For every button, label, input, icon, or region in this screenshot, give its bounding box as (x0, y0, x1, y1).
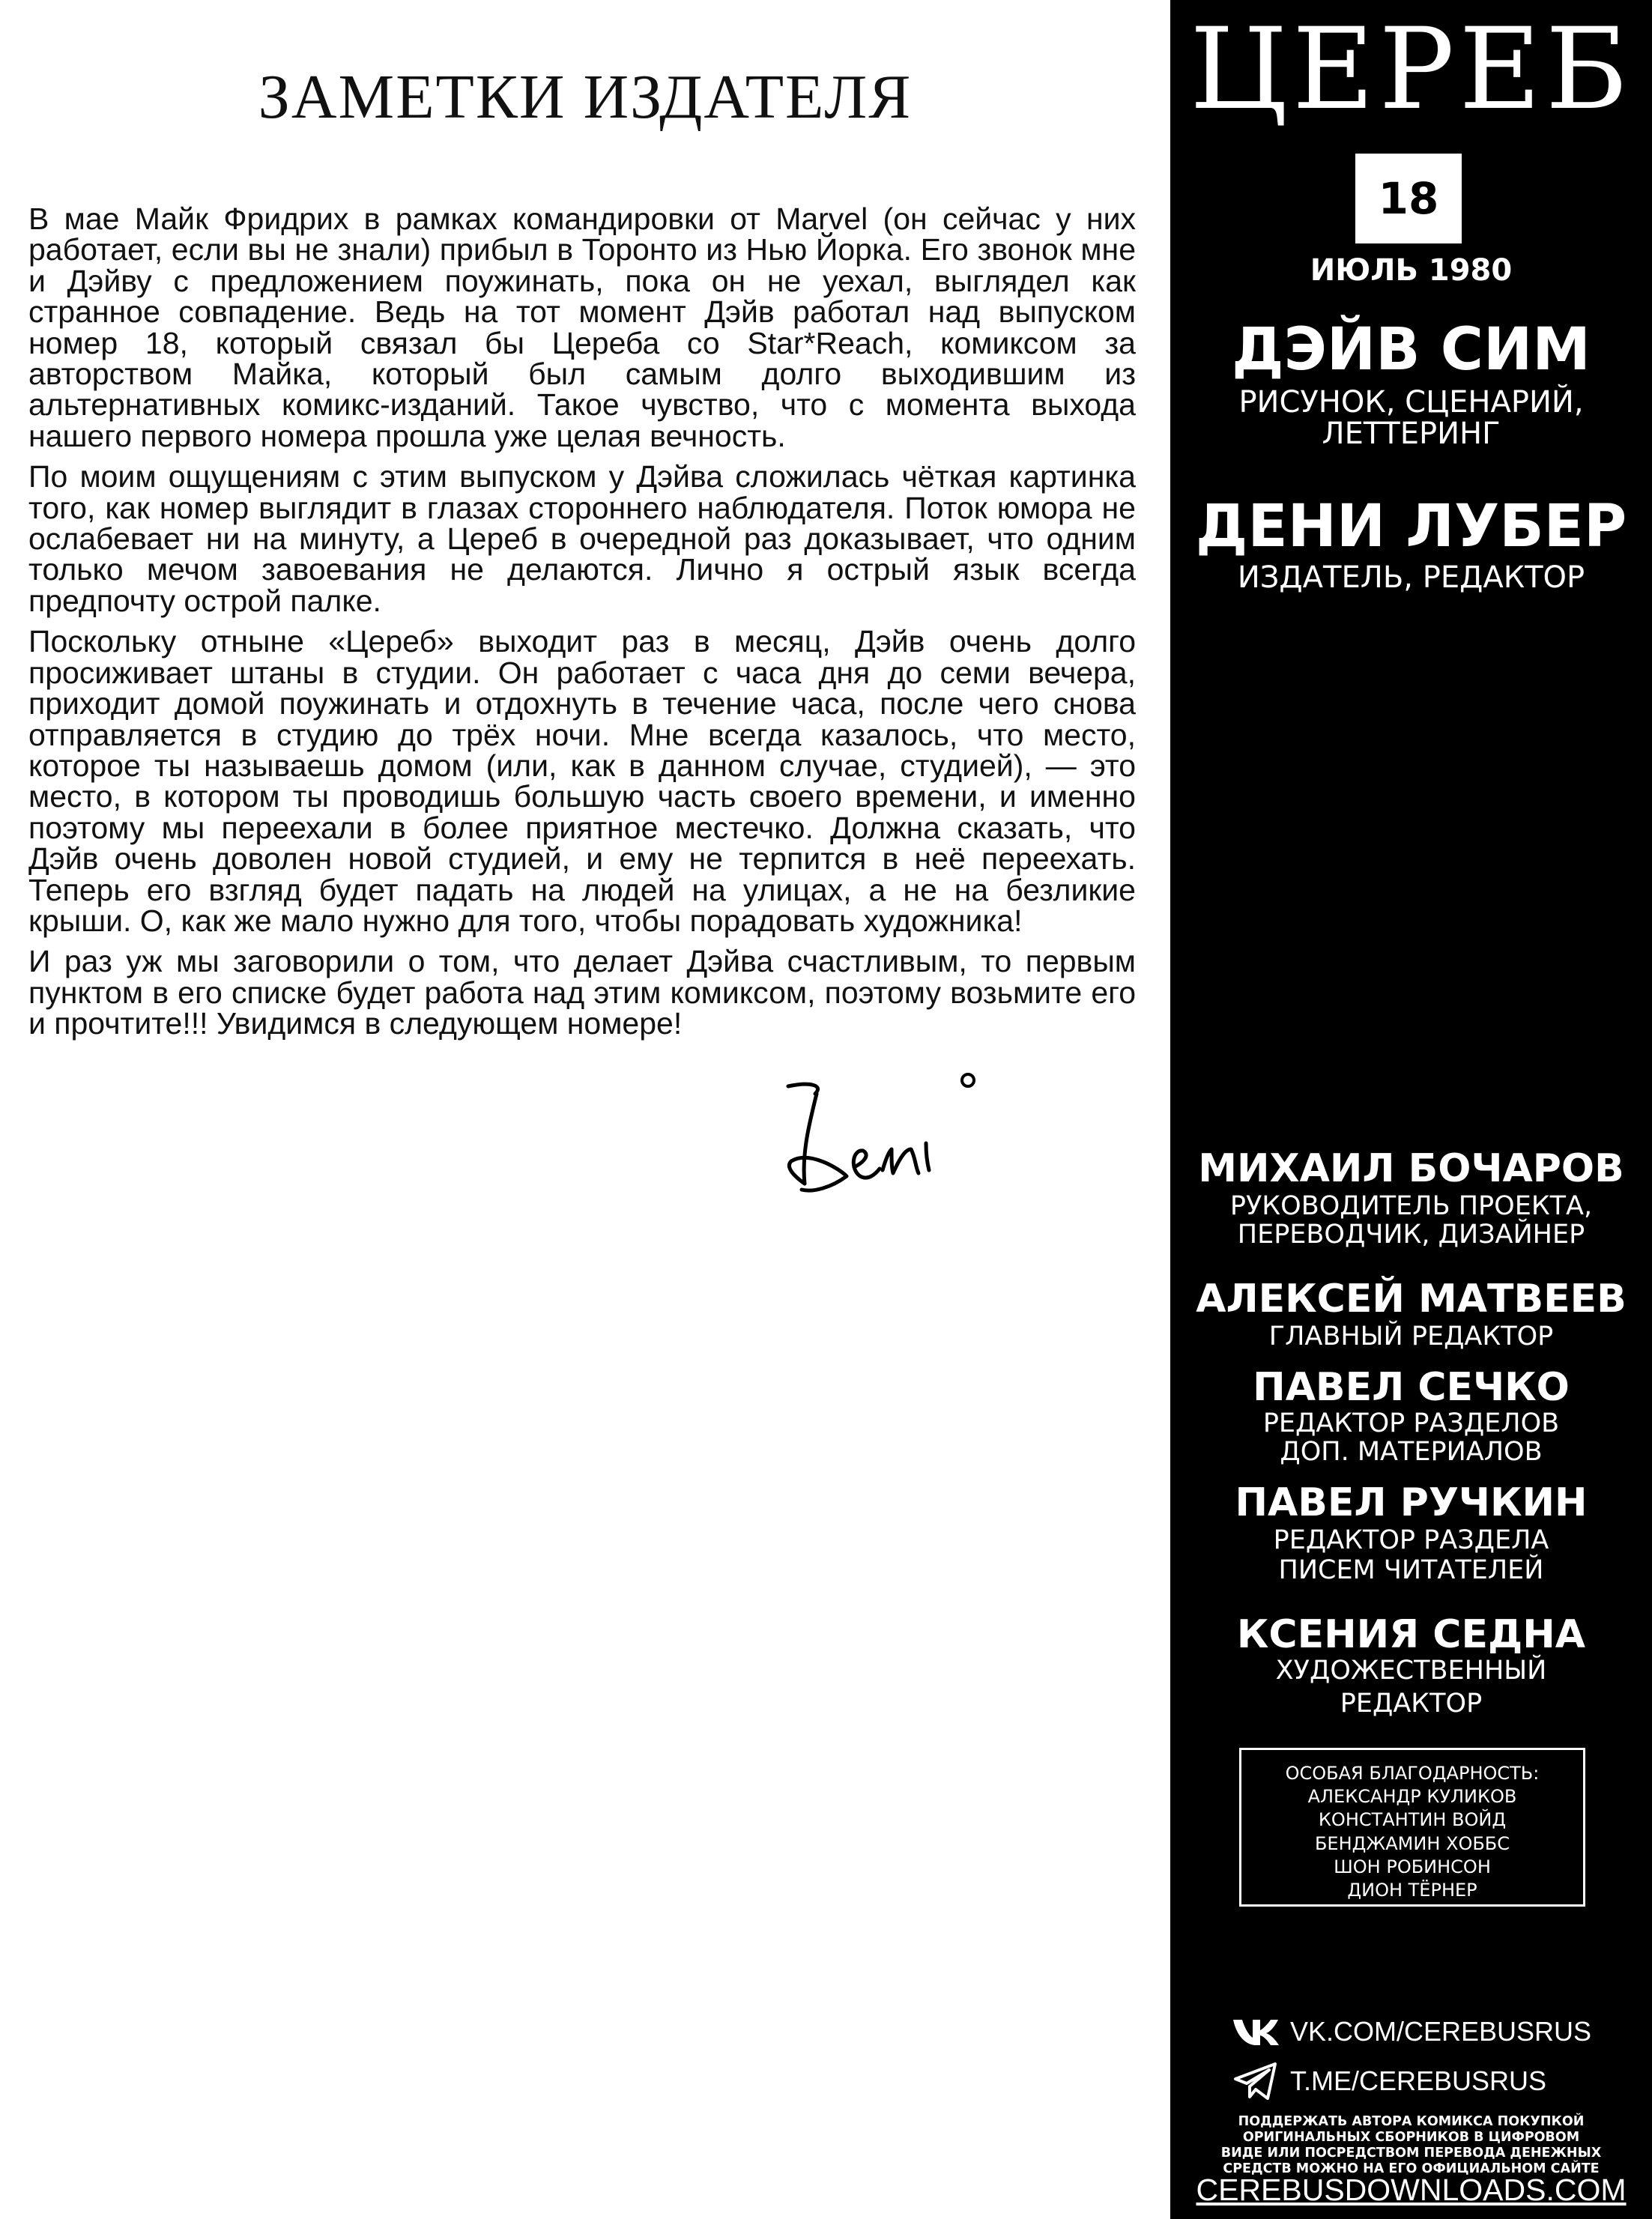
credit-role: ПЕРЕВОДЧИК, ДИЗАЙНЕР (1237, 1220, 1585, 1250)
thanks-name: ШОН РОБИНСОН (1334, 1856, 1491, 1877)
cerebus-logo: ЦЕРЕБ (1190, 4, 1633, 135)
credit-name: МИХАИЛ БОЧАРОВ (1198, 1146, 1624, 1191)
credit-name: ДЕНИ ЛУБЕР (1195, 493, 1627, 560)
credit-name: ПАВЕЛ РУЧКИН (1235, 1480, 1588, 1525)
credit-name: КСЕНИЯ СЕДНА (1236, 1612, 1586, 1657)
thanks-name: КОНСТАНТИН ВОЙД (1318, 1809, 1507, 1831)
credit-role: ЛЕТТЕРИНГ (1322, 417, 1501, 451)
telegram-link[interactable] (1232, 2060, 1546, 2102)
credit-role: ИЗДАТЕЛЬ, РЕДАКТОР (1237, 560, 1585, 595)
support-line: ОРИГИНАЛЬНЫХ СБОРНИКОВ В ЦИФРОВОМ (1242, 2130, 1580, 2145)
vk-icon (1232, 2012, 1280, 2051)
credit-name: АЛЕКСЕЙ МАТВЕЕВ (1196, 1277, 1627, 1322)
credit-role: РЕДАКТОР РАЗДЕЛОВ (1262, 1408, 1560, 1438)
thanks-heading: ОСОБАЯ БЛАГОДАРНОСТЬ: (1285, 1763, 1540, 1784)
vk-link[interactable] (1232, 2011, 1591, 2053)
special-thanks-box (1239, 1748, 1585, 1907)
signature-deni (779, 1071, 1004, 1206)
credit-role: ГЛАВНЫЙ РЕДАКТОР (1268, 1322, 1554, 1351)
credit-name: ДЭЙВ СИМ (1232, 316, 1591, 384)
support-line: СРЕДСТВ МОЖНО НА ЕГО ОФИЦИАЛЬНОМ САЙТЕ (1223, 2161, 1600, 2176)
credit-role: ПИСЕМ ЧИТАТЕЛЕЙ (1278, 1555, 1544, 1585)
support-line: ВИДЕ ИЛИ ПОСРЕДСТВОМ ПЕРЕВОДА ДЕНЕЖНЫХ (1220, 2146, 1602, 2161)
notes-paragraph: И раз уж мы заговорили о том, что делает Дэйва счастливым, то первым пунктом в его списке будет работа над этим комиксом, поэтому возьмите его и прочтите!!! Увидимся в следующем номере! (28, 944, 1136, 1041)
credit-role: ХУДОЖЕСТВЕННЫЙ (1275, 1656, 1547, 1686)
thanks-name: БЕНДЖАМИН ХОББС (1314, 1832, 1510, 1854)
support-author-text (1208, 2114, 1615, 2177)
credit-role: РЕДАКТОР (1340, 1689, 1483, 1719)
credit-role: РИСУНОК, СЦЕНАРИЙ, (1238, 385, 1584, 420)
credits-sidebar (1170, 0, 1652, 2219)
notes-paragraph: Поскольку отныне «Цереб» выходит раз в месяц, Дэйв очень долго просиживает штаны в студии. Он работает с часа дня до семи вечера, приходит домой поужинать и отдохнуть в течение часа, после чего снова отправляется в студию до трёх ночи. Мне всегда казалось, что место, которое ты называешь домом (или, как в данном случае, студией), — это место, в котором ты проводишь большую часть своего времени, и именно поэтому мы переехали в более приятное местечко. Должна сказать, что Дэйв очень доволен новой студией, и ему не терпится в неё переехать. Теперь его взгляд будет падать на людей на улицах, а не на безликие крыши. О, как же мало нужно для того, чтобы порадовать художника! (28, 624, 1136, 938)
notes-paragraph: По моим ощущениям с этим выпуском у Дэйва сложилась чёткая картинка того, как номер выглядит в глазах стороннего наблюдателя. Поток юмора не ослабевает ни на минуту, а Цереб в очередной раз доказывает, что одним только мечом завоевания не делаются. Лично я острый язык всегда предпочту острой палке. (28, 459, 1136, 618)
thanks-name: ДИОН ТЁРНЕР (1347, 1879, 1477, 1901)
notes-paragraph: В мае Майк Фридрих в рамках командировки от Marvel (он сейчас у них работает, если вы не знали) прибыл в Торонто из Нью Йорка. Его звонок мне и Дэйву с предложением поужинать, пока он не уехал, выглядел как странное совпадение. Ведь на тот момент Дэйв работал над выпуском номер 18, который связал бы Цереба со Star*Reach, комиксом за авторством Майка, который был самым долго выходившим из альтернативных комикс-изданий. Такое чувство, что с момента выхода нашего первого номера прошла уже целая вечность. (28, 202, 1136, 453)
credit-role: РЕДАКТОР РАЗДЕЛА (1273, 1525, 1549, 1555)
issue-date: ИЮЛЬ 1980 (1310, 253, 1513, 288)
credit-name: ПАВЕЛ СЕЧКО (1253, 1365, 1570, 1410)
telegram-link-label: T.ME/CEREBUSRUS (1290, 2065, 1547, 2096)
official-site-link[interactable]: CEREBUSDOWNLOADS.COM (1196, 2173, 1627, 2207)
issue-number-badge: 18 (1355, 154, 1462, 243)
support-line: ПОДДЕРЖАТЬ АВТОРА КОМИКСА ПОКУПКОЙ (1238, 2114, 1585, 2129)
notes-body (28, 204, 1136, 1050)
page-title: ЗАМЕТКИ ИЗДАТЕЛЯ (258, 62, 913, 132)
credit-role: РУКОВОДИТЕЛЬ ПРОЕКТА, (1229, 1191, 1593, 1221)
credit-role: ДОП. МАТЕРИАЛОВ (1280, 1437, 1543, 1467)
thanks-name: АЛЕКСАНДР КУЛИКОВ (1307, 1786, 1517, 1808)
telegram-icon (1232, 2062, 1280, 2101)
vk-link-label: VK.COM/CEREBUSRUS (1290, 2016, 1592, 2047)
